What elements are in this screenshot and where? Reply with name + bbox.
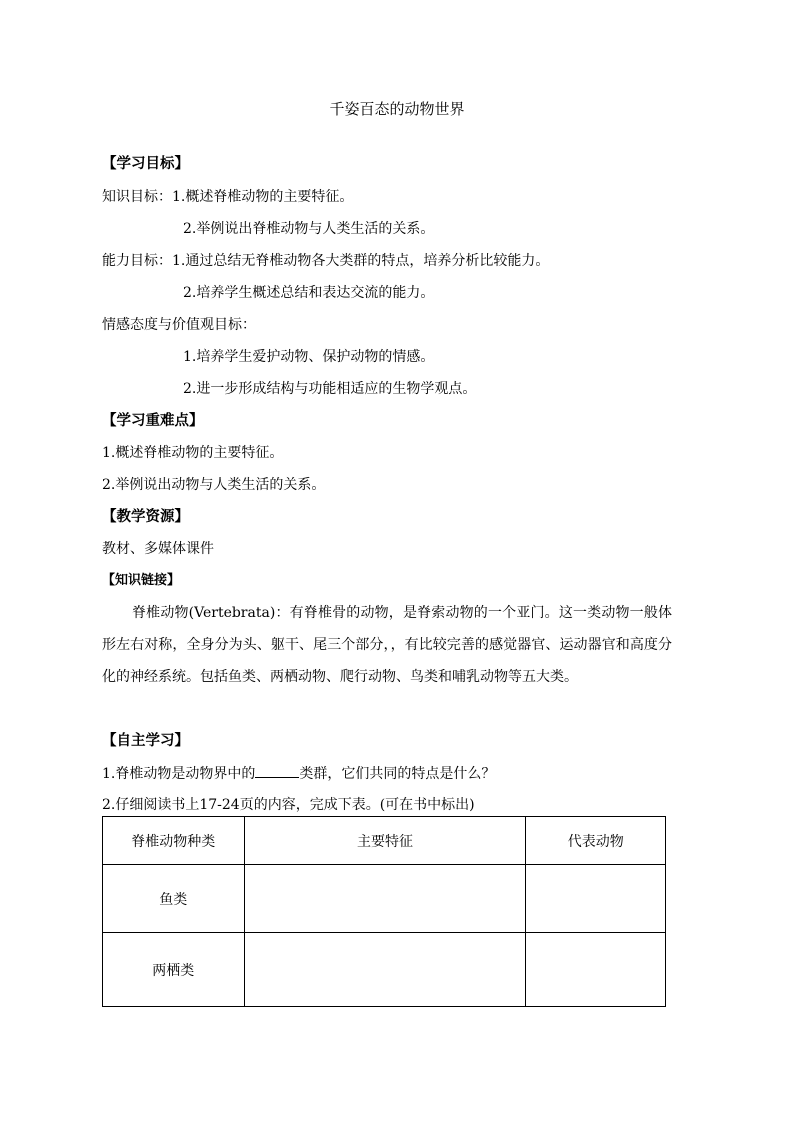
vertebrate-table xyxy=(102,816,666,1007)
knowledge-objective-label: 知识目标： xyxy=(102,189,172,205)
table-row xyxy=(103,865,666,933)
ability-objective-1: 1.通过总结无脊椎动物各大类群的特点，培养分析比较能力。 xyxy=(172,253,550,269)
table-cell-examples[interactable] xyxy=(526,933,666,1007)
table-cell-category: 鱼类 xyxy=(103,865,245,933)
knowledge-objective-1: 1.概述脊椎动物的主要特征。 xyxy=(172,189,354,205)
knowledge-objective-2: 2.举例说出脊椎动物与人类生活的关系。 xyxy=(183,221,435,237)
ability-objective-label: 能力目标： xyxy=(102,253,172,269)
table-cell-features[interactable] xyxy=(244,933,526,1007)
question-1-prefix: 1.脊椎动物是动物界中的 xyxy=(102,766,256,782)
table-header-cell: 代表动物 xyxy=(526,817,666,865)
knowledge-objective-line-1 xyxy=(102,187,353,207)
key-point-2: 2.举例说出动物与人类生活的关系。 xyxy=(102,477,326,493)
emotion-objective-2: 2.进一步形成结构与功能相适应的生物学观点。 xyxy=(183,381,477,397)
ability-objective-2: 2.培养学生概述总结和表达交流的能力。 xyxy=(183,285,435,301)
table-header-row xyxy=(103,817,666,865)
question-1-suffix: 类群，它们共同的特点是什么？ xyxy=(299,766,496,782)
page-title: 千姿百态的动物世界 xyxy=(329,100,465,118)
table-cell-examples[interactable] xyxy=(526,865,666,933)
self-study-heading: 【自主学习】 xyxy=(102,733,189,749)
resources-text: 教材、多媒体课件 xyxy=(102,541,214,557)
key-point-1: 1.概述脊椎动物的主要特征。 xyxy=(102,445,284,461)
emotion-objective-1: 1.培养学生爱护动物、保护动物的情感。 xyxy=(183,349,435,365)
answer-blank[interactable] xyxy=(255,763,299,778)
table-row xyxy=(103,933,666,1007)
emotion-objective-label: 情感态度与价值观目标： xyxy=(102,317,256,333)
knowledge-link-paragraph: 脊椎动物(Vertebrata)：有脊椎骨的动物，是脊索动物的一个亚门。这一类动物一般体形左右对称，全身分为头、躯干、尾三个部分，，有比较完善的感觉器官、运动器官和高度分化的神经系统。包括鱼类、两栖动物、爬行动物、鸟类和哺乳动物等五大类。 xyxy=(102,605,672,685)
self-study-question-1 xyxy=(102,763,495,784)
table-cell-category: 两栖类 xyxy=(103,933,245,1007)
knowledge-link-heading: 【知识链接】 xyxy=(102,573,181,588)
table-header-cell: 脊椎动物种类 xyxy=(103,817,245,865)
self-study-question-2: 2.仔细阅读书上17-24页的内容，完成下表。(可在书中标出) xyxy=(102,797,475,813)
resources-heading: 【教学资源】 xyxy=(102,509,189,525)
objectives-heading: 【学习目标】 xyxy=(102,156,189,172)
table-header-cell: 主要特征 xyxy=(244,817,526,865)
table-cell-features[interactable] xyxy=(244,865,526,933)
key-points-heading: 【学习重难点】 xyxy=(102,413,204,429)
ability-objective-line-1 xyxy=(102,251,549,271)
